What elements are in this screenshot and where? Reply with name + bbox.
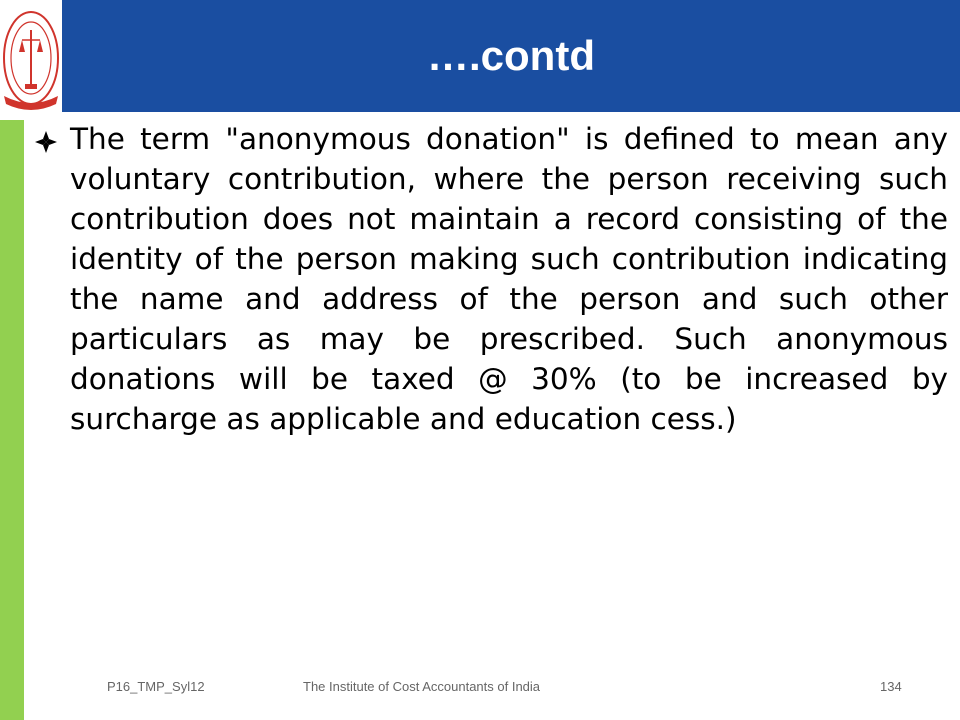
institute-seal-logo [0, 0, 62, 112]
footer-organization: The Institute of Cost Accountants of India [303, 679, 541, 694]
footer-code: P16_TMP_Syl12 [107, 679, 205, 694]
bullet-text: The term "anonymous donation" is defined to mean any voluntary contribution, where the person receiving such contribution does not maintain a record consisting of the identity of the person making such contribution indicating the name and address of the person and such other particulars as may be prescribed. Such anonymous donations will be taxed @ 30% (to be increased by surcharge as applicable and education cess.) [70, 122, 948, 436]
diamond-bullet-icon [34, 122, 62, 156]
page-number: 134 [880, 679, 902, 694]
slide-title: ….contd [427, 32, 595, 79]
logo-area [0, 0, 62, 112]
accent-strip [0, 120, 24, 720]
